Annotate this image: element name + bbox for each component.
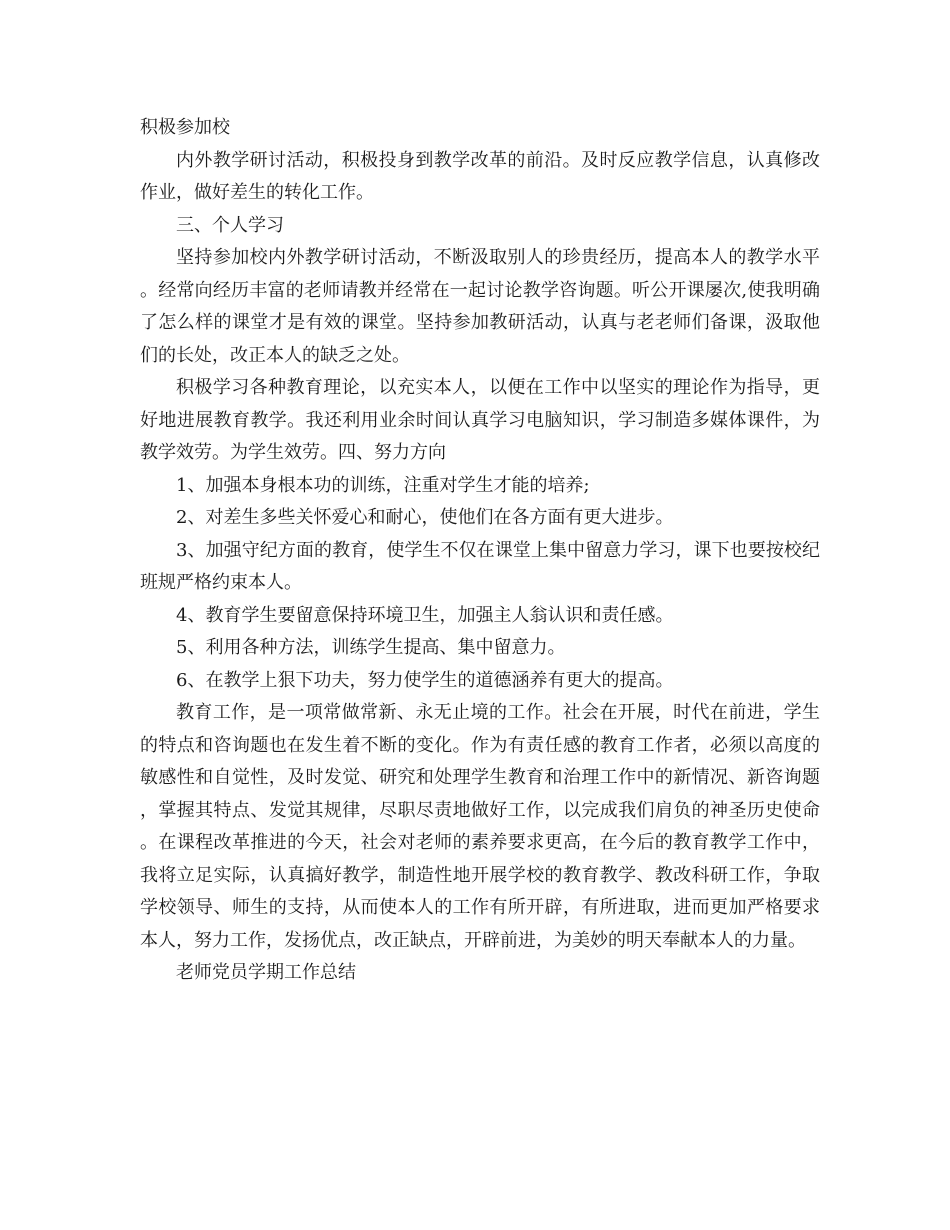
- section-heading-personal-study: 三、个人学习: [176, 214, 284, 236]
- list-item-1: 1、加强本身根本功的训练，注重对学生才能的培养;: [176, 474, 590, 496]
- list-item-2: 2、对差生多些关怀爱心和耐心，使他们在各方面有更大进步。: [176, 507, 674, 528]
- paragraph-study-experience: 坚持参加校内外教学研讨活动，不断汲取别人的珍贵经历，提高本人的教学水平。经常向经历丰富的老师请教并经常在一起讨论教学咨询题。听公开课屡次,使我明确了怎么样的课堂才是有效的课堂。坚持参加教研活动，认真与老老师们备课，汲取他们的长处，改正本人的缺乏之处。: [140, 247, 820, 366]
- paragraph-continuation: 积极参加校: [140, 117, 230, 138]
- paragraph-teaching-activities: 内外教学研讨活动，积极投身到教学改革的前沿。及时反应教学信息，认真修改作业，做好差生的转化工作。: [140, 149, 820, 203]
- document-title-footer: 老师党员学期工作总结: [176, 962, 356, 983]
- list-item-3: 3、加强守纪方面的教育，使学生不仅在课堂上集中留意力学习，课下也要按校纪班规严格约束本人。: [140, 539, 820, 593]
- list-item-4: 4、教育学生要留意保持环境卫生，加强主人翁认识和责任感。: [176, 604, 674, 626]
- list-item-5: 5、利用各种方法，训练学生提高、集中留意力。: [176, 637, 566, 658]
- paragraph-conclusion: 教育工作，是一项常做常新、永无止境的工作。社会在开展，时代在前进，学生的特点和咨询题也在发生着不断的变化。作为有责任感的教育工作者，必须以高度的敏感性和自觉性，及时发觉、研究和处理学生教育和治理工作中的新情况、新咨询题，掌握其特点、发觉其规律，尽职尽责地做好工作，以完成我们肩负的神圣历史使命。在课程改革推进的今天，社会对老师的素养要求更高，在今后的教育教学工作中，我将立足实际，认真搞好教学，制造性地开展学校的教育教学、教改科研工作，争取学校领导、师生的支持，从而使本人的工作有所开辟，有所进取，进而更加严格要求本人，努力工作，发扬优点，改正缺点，开辟前进，为美妙的明天奉献本人的力量。: [140, 702, 820, 951]
- document-body: [140, 112, 820, 990]
- paragraph-education-theory: 积极学习各种教育理论，以充实本人，以便在工作中以坚实的理论作为指导，更好地进展教育教学。我还利用业余时间认真学习电脑知识，学习制造多媒体课件，为教学效劳。为学生效劳。四、努力方向: [140, 377, 820, 463]
- list-item-6: 6、在教学上狠下功夫，努力使学生的道德涵养有更大的提高。: [176, 669, 674, 691]
